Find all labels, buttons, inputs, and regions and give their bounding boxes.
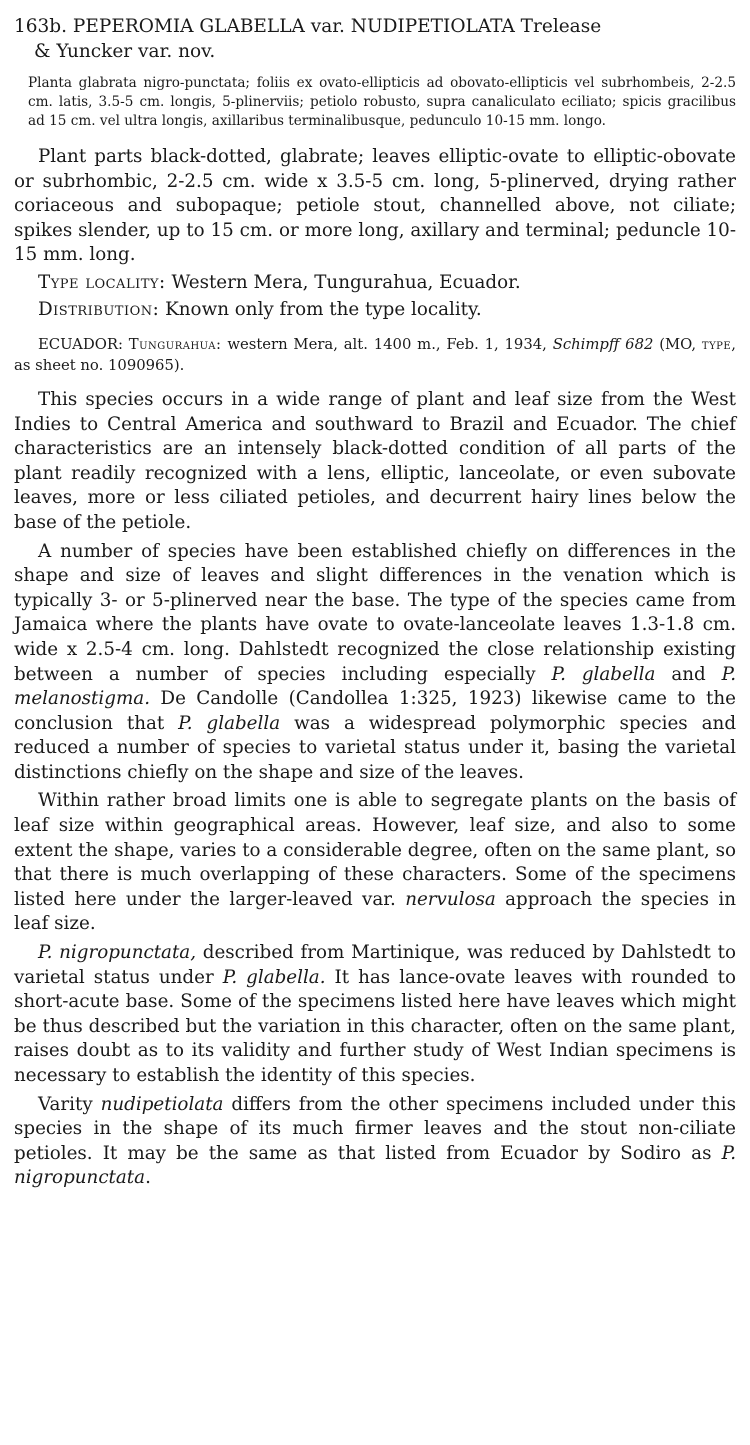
p5-italic-1: nudipetiolata — [100, 1093, 224, 1115]
taxon-heading-line2: & Yuncker var. nov. — [34, 41, 216, 62]
specimen-herbarium-post: , as sheet no. 1090965). — [14, 335, 736, 374]
p2-italic-1: P. glabella — [551, 663, 656, 685]
p3-text-a: Within rather broad limits one is able to segregate plants on the basis of leaf size within geographical areas. However, leaf size, and also to some extent the shape, varies to a considerable degree, often on the same plant, so that there is much overlapping of these characters. Some of the specimens listed here under the larger-leaved var. — [14, 790, 736, 910]
p5-text-a: Varity — [38, 1093, 101, 1115]
p5-text-c: . — [145, 1167, 151, 1189]
specimen-collector: Schimpff 682 — [552, 335, 654, 353]
paragraph-3 — [14, 789, 736, 937]
p4-italic-1: P. nigropunctata, — [38, 942, 197, 964]
p4-text-b: It has lance-ovate leaves with rounded to short-acute base. Some of the specimens listed here have leaves which might be thus described but the variation in this character, often on the same plant, raises doubt as to its validity and further study of West Indian specimens is necessary to establish the identity of this species. — [14, 966, 736, 1086]
specimen-type-label: type — [701, 335, 732, 353]
p2-italic-2: P. melanostigma. — [14, 663, 737, 710]
p2-text-c: De Candolle (Candollea 1:325, 1923) likewise came to the conclusion that — [14, 688, 736, 734]
p3-text-b: approach the species in leaf size. — [14, 888, 736, 935]
latin-diagnosis: Planta glabrata nigro-punctata; foliis ex ovato-ellipticis ad obovato-ellipticis vel subrhombeis, 2-2.5 cm. latis, 3.5-5 cm. longis, 5-plinerviis; petiolo robusto, supra canaliculato eciliato; spicis gracilibus ad 15 cm. vel ultra longis, axillaribus terminalibusque, pedunculo 10-15 mm. longo. — [28, 75, 736, 129]
distribution — [14, 295, 736, 324]
p2-text-b: and — [655, 663, 722, 685]
type-locality — [14, 268, 736, 297]
specimen-herbarium-pre: (MO, — [659, 335, 697, 353]
type-locality-label: Type locality: — [38, 271, 166, 293]
p4-italic-2: P. glabella. — [222, 966, 326, 988]
p5-italic-2: P. nigropunctata — [14, 1142, 736, 1189]
p2-text-d: was a widespread polymorphic species and reduced a number of species to varietal status under it, basing the varietal distinctions chiefly on the shape and size of the leaves. — [14, 712, 737, 783]
distribution-label: Distribution: — [38, 298, 160, 320]
type-locality-value: Western Mera, Tungurahua, Ecuador. — [171, 271, 521, 293]
paragraph-4 — [14, 941, 736, 1089]
p2-text-a: A number of species have been established chiefly on differences in the shape and size of leaves and slight differences in the venation which is typically 3- or 5-plinerved near the base. The type of the species came from Jamaica where the plants have ovate to ovate-lanceolate leaves 1.3-1.8 cm. wide x 2.5-4 cm. long. Dahlstedt recognized the close relationship existing between a number of species including especially — [14, 540, 736, 685]
distribution-value: Known only from the type locality. — [165, 298, 482, 320]
specimen-citation — [14, 334, 736, 376]
paragraph-1: This species occurs in a wide range of plant and leaf size from the West Indies to Central America and southward to Brazil and Ecuador. The chief characteristics are an intensely black-dotted condition of all parts of the plant readily recognized with a lens, elliptic, lanceolate, or even subovate leaves, more or less ciliated petioles, and decurrent hairy lines below the base of the petiole. — [14, 388, 736, 533]
taxon-heading — [14, 14, 736, 64]
english-description: Plant parts black-dotted, glabrate; leaves elliptic-ovate to elliptic-obovate or subrhombic, 2-2.5 cm. wide x 3.5-5 cm. long, 5-plinerved, drying rather coriaceous and subopaque; petiole stout, channelled above, not ciliate; spikes slender, up to 15 cm. or more long, axillary and terminal; peduncle 10-15 mm. long. — [14, 146, 736, 266]
specimen-province: Tungurahua: — [128, 335, 222, 353]
specimen-details: western Mera, alt. 1400 m., Feb. 1, 1934, — [227, 335, 547, 353]
p3-italic-1: nervulosa — [405, 888, 496, 910]
p5-text-b: differs from the other specimens included under this species in the shape of its much firmer leaves and the stout non-ciliate petioles. It may be the same as that listed from Ecuador by Sodiro as — [14, 1093, 737, 1164]
taxon-heading-line1: 163b. PEPEROMIA GLABELLA var. NUDIPETIOLATA Trelease — [14, 16, 602, 37]
p4-text-a: described from Martinique, was reduced by Dahlstedt to varietal status under — [14, 942, 737, 988]
p2-italic-3: P. glabella — [178, 712, 281, 734]
paragraph-2 — [14, 540, 736, 786]
paragraph-5 — [14, 1093, 736, 1191]
specimen-country: ECUADOR: — [38, 335, 123, 353]
